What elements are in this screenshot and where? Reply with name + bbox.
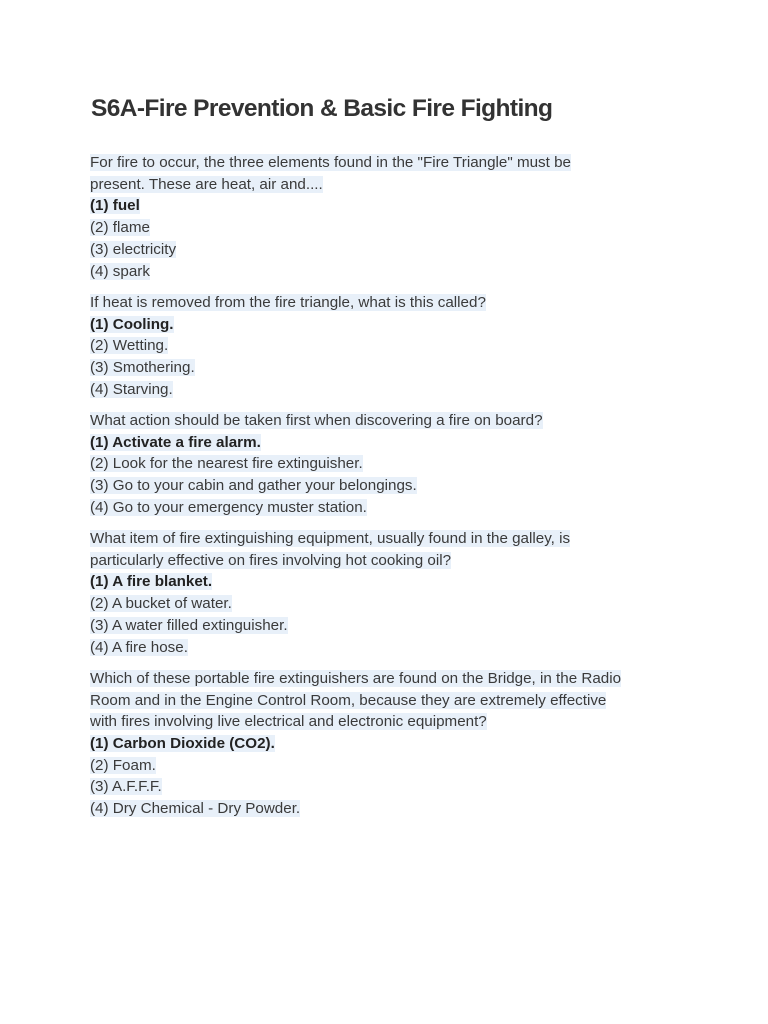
correct-answer: (1) Carbon Dioxide (CO2). bbox=[90, 734, 275, 752]
question-text-line: What action should be taken first when discovering a fire on board? bbox=[90, 411, 543, 429]
answer-option: (2) Look for the nearest fire extinguisher. bbox=[90, 455, 363, 473]
question-2 bbox=[90, 292, 690, 401]
answer-option: (4) Starving. bbox=[90, 380, 173, 398]
answer-option: (3) electricity bbox=[90, 240, 177, 258]
question-text-line: Which of these portable fire extinguishers are found on the Bridge, in the Radio bbox=[90, 669, 622, 687]
answer-option: (3) Go to your cabin and gather your belongings. bbox=[90, 477, 417, 495]
answer-option: (2) flame bbox=[90, 219, 150, 237]
answer-option: (2) Foam. bbox=[90, 756, 156, 774]
question-text-line: present. These are heat, air and.... bbox=[90, 175, 323, 193]
question-text-line: If heat is removed from the fire triangle, what is this called? bbox=[90, 293, 486, 311]
question-text-line: Room and in the Engine Control Room, because they are extremely effective bbox=[90, 691, 607, 709]
question-list bbox=[90, 152, 690, 829]
answer-option: (4) A fire hose. bbox=[90, 638, 188, 656]
question-3 bbox=[90, 410, 690, 519]
question-1 bbox=[90, 152, 690, 282]
question-text-line: with fires involving live electrical and electronic equipment? bbox=[90, 713, 487, 731]
correct-answer: (1) A fire blanket. bbox=[90, 573, 213, 591]
answer-option: (3) Smothering. bbox=[90, 358, 195, 376]
answer-option: (2) Wetting. bbox=[90, 337, 169, 355]
question-text-line: What item of fire extinguishing equipment, usually found in the galley, is bbox=[90, 530, 571, 548]
answer-option: (4) Go to your emergency muster station. bbox=[90, 498, 367, 516]
question-5 bbox=[90, 668, 690, 820]
page-title: S6A-Fire Prevention & Basic Fire Fighting bbox=[91, 95, 553, 122]
question-text-line: For fire to occur, the three elements found in the "Fire Triangle" must be bbox=[90, 154, 571, 171]
answer-option: (4) spark bbox=[90, 262, 150, 280]
answer-option: (3) A.F.F.F. bbox=[90, 778, 162, 796]
question-4 bbox=[90, 528, 690, 658]
answer-option: (4) Dry Chemical - Dry Powder. bbox=[90, 800, 301, 818]
question-text-line: particularly effective on fires involving hot cooking oil? bbox=[90, 551, 452, 569]
answer-option: (2) A bucket of water. bbox=[90, 595, 232, 613]
correct-answer: (1) Activate a fire alarm. bbox=[90, 433, 261, 451]
correct-answer: (1) fuel bbox=[90, 197, 140, 215]
answer-option: (3) A water filled extinguisher. bbox=[90, 616, 288, 634]
correct-answer: (1) Cooling. bbox=[90, 315, 174, 333]
